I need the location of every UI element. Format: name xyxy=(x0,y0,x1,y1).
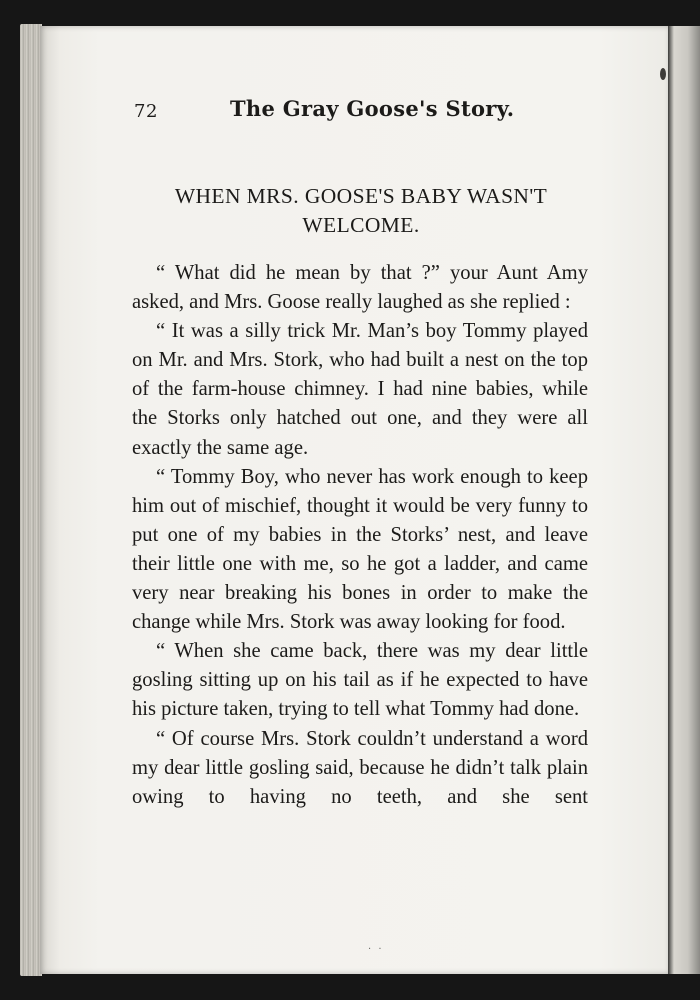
page-foot-specks: · · xyxy=(368,944,384,955)
paragraph: “ Tommy Boy, who never has work enough to keep him out of mischief, thought it would be very funny to put one of my babies in the Storks’ nest, and leave their little one with me, so he got a ladder, and came very near breaking his bones in order to make the change while Mrs. Stork was away looking for food. xyxy=(132,465,588,634)
page-number: 72 xyxy=(134,101,158,122)
chapter-title-line-1: WHEN MRS. GOOSE'S BABY WASN'T xyxy=(174,184,548,208)
chapter-title xyxy=(134,182,588,240)
facing-page-gutter xyxy=(668,26,700,974)
paragraph: “ What did he mean by that ?” your Aunt Amy asked, and Mrs. Goose really laughed as she replied : xyxy=(132,262,588,314)
paragraph: “ It was a silly trick Mr. Man’s boy Tommy played on Mr. and Mrs. Stork, who had built a nest on the top of the farm-house chimney. I had nine babies, while the Storks only hatched out one, and they were all exactly the same age. xyxy=(132,320,588,459)
running-title: The Gray Goose's Story. xyxy=(230,96,515,121)
book-page-edges xyxy=(20,24,42,976)
running-head xyxy=(134,96,588,130)
body-text xyxy=(132,259,588,812)
paragraph: “ Of course Mrs. Stork couldn’t understand a word my dear little gosling said, because he didn’t talk plain owing to having no teeth, and she sent xyxy=(132,727,588,808)
paragraph: “ When she came back, there was my dear little gosling sitting up on his tail as if he expected to have his picture taken, trying to tell what Tommy had done. xyxy=(132,640,588,721)
paper-blemish xyxy=(660,68,666,80)
chapter-title-line-2: WELCOME. xyxy=(302,213,420,237)
